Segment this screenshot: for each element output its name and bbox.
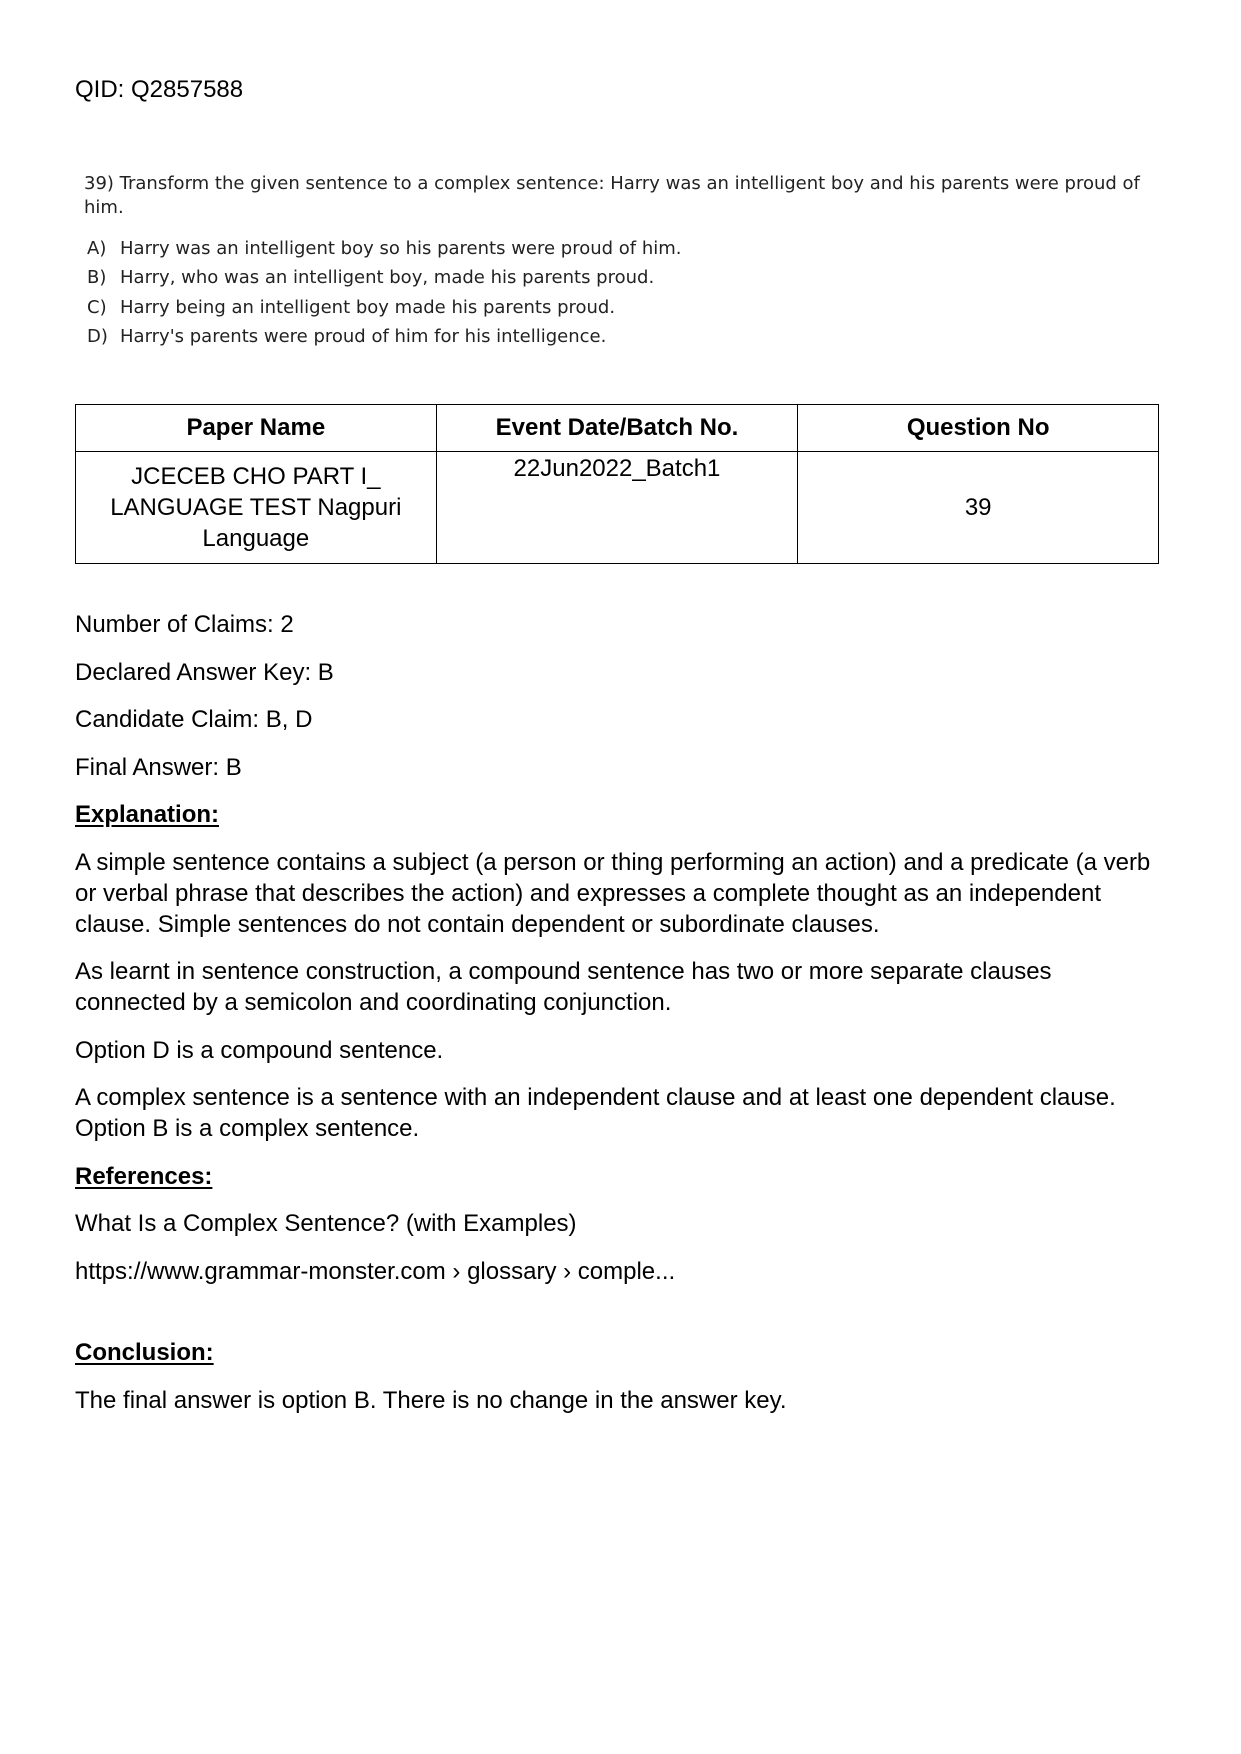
cell-event-date: 22Jun2022_Batch1 (436, 452, 798, 564)
option-letter: D) (87, 326, 108, 348)
claim-details (75, 609, 1165, 1432)
reference-url: https://www.grammar-monster.com › glossary › comple... (75, 1257, 676, 1285)
option-letter: C) (87, 296, 107, 318)
final-answer: Final Answer: B (75, 753, 242, 781)
declared-answer-key: Declared Answer Key: B (75, 658, 334, 686)
question-text: 39) Transform the given sentence to a complex sentence: Harry was an intelligent boy and his parents were proud of him. (84, 173, 1140, 218)
candidate-claim: Candidate Claim: B, D (75, 706, 313, 733)
option-b (87, 264, 1164, 294)
option-d (87, 323, 1164, 353)
header-paper-name: Paper Name (76, 405, 437, 452)
explanation-paragraph: A complex sentence is a sentence with an independent clause and at least one dependent clause. Option B is a complex sentence. (75, 1084, 1116, 1142)
options-list (84, 234, 1164, 352)
option-text: Harry, who was an intelligent boy, made his parents proud. (120, 267, 655, 289)
option-c (87, 293, 1164, 323)
paper-info-table (75, 404, 1159, 564)
table-row (76, 452, 1159, 564)
cell-question-no: 39 (798, 452, 1159, 564)
header-question-no: Question No (798, 405, 1159, 452)
cell-paper-name: JCECEB CHO PART I_ LANGUAGE TEST Nagpuri Language (76, 452, 437, 564)
qid-label: QID: Q2857588 (75, 76, 244, 103)
explanation-paragraph: As learnt in sentence construction, a compound sentence has two or more separate clauses connected by a semicolon and coordinating conjunction. (75, 958, 1052, 1016)
option-text: Harry being an intelligent boy made his parents proud. (120, 296, 616, 318)
header-event-date: Event Date/Batch No. (436, 405, 798, 452)
spacer (75, 1303, 1165, 1337)
references-heading: References: (75, 1162, 213, 1190)
option-letter: B) (87, 267, 107, 289)
explanation-paragraph: Option D is a compound sentence. (75, 1036, 444, 1064)
number-of-claims: Number of Claims: 2 (75, 611, 294, 638)
option-text: Harry's parents were proud of him for his intelligence. (120, 326, 607, 348)
option-letter: A) (87, 237, 107, 259)
reference-title: What Is a Complex Sentence? (with Examples) (75, 1210, 577, 1237)
question-image (84, 172, 1164, 352)
explanation-paragraph: A simple sentence contains a subject (a person or thing performing an action) and a predicate (a verb or verbal phrase that describes the action) and expresses a complete thought as an independent clause. Simple sentences do not contain dependent or subordinate clauses. (75, 848, 1151, 938)
option-a (87, 234, 1164, 264)
conclusion-text: The final answer is option B. There is no change in the answer key. (75, 1386, 787, 1414)
table-header-row (76, 405, 1159, 452)
option-text: Harry was an intelligent boy so his parents were proud of him. (120, 237, 682, 259)
explanation-heading: Explanation: (75, 801, 220, 828)
conclusion-heading: Conclusion: (75, 1339, 214, 1366)
